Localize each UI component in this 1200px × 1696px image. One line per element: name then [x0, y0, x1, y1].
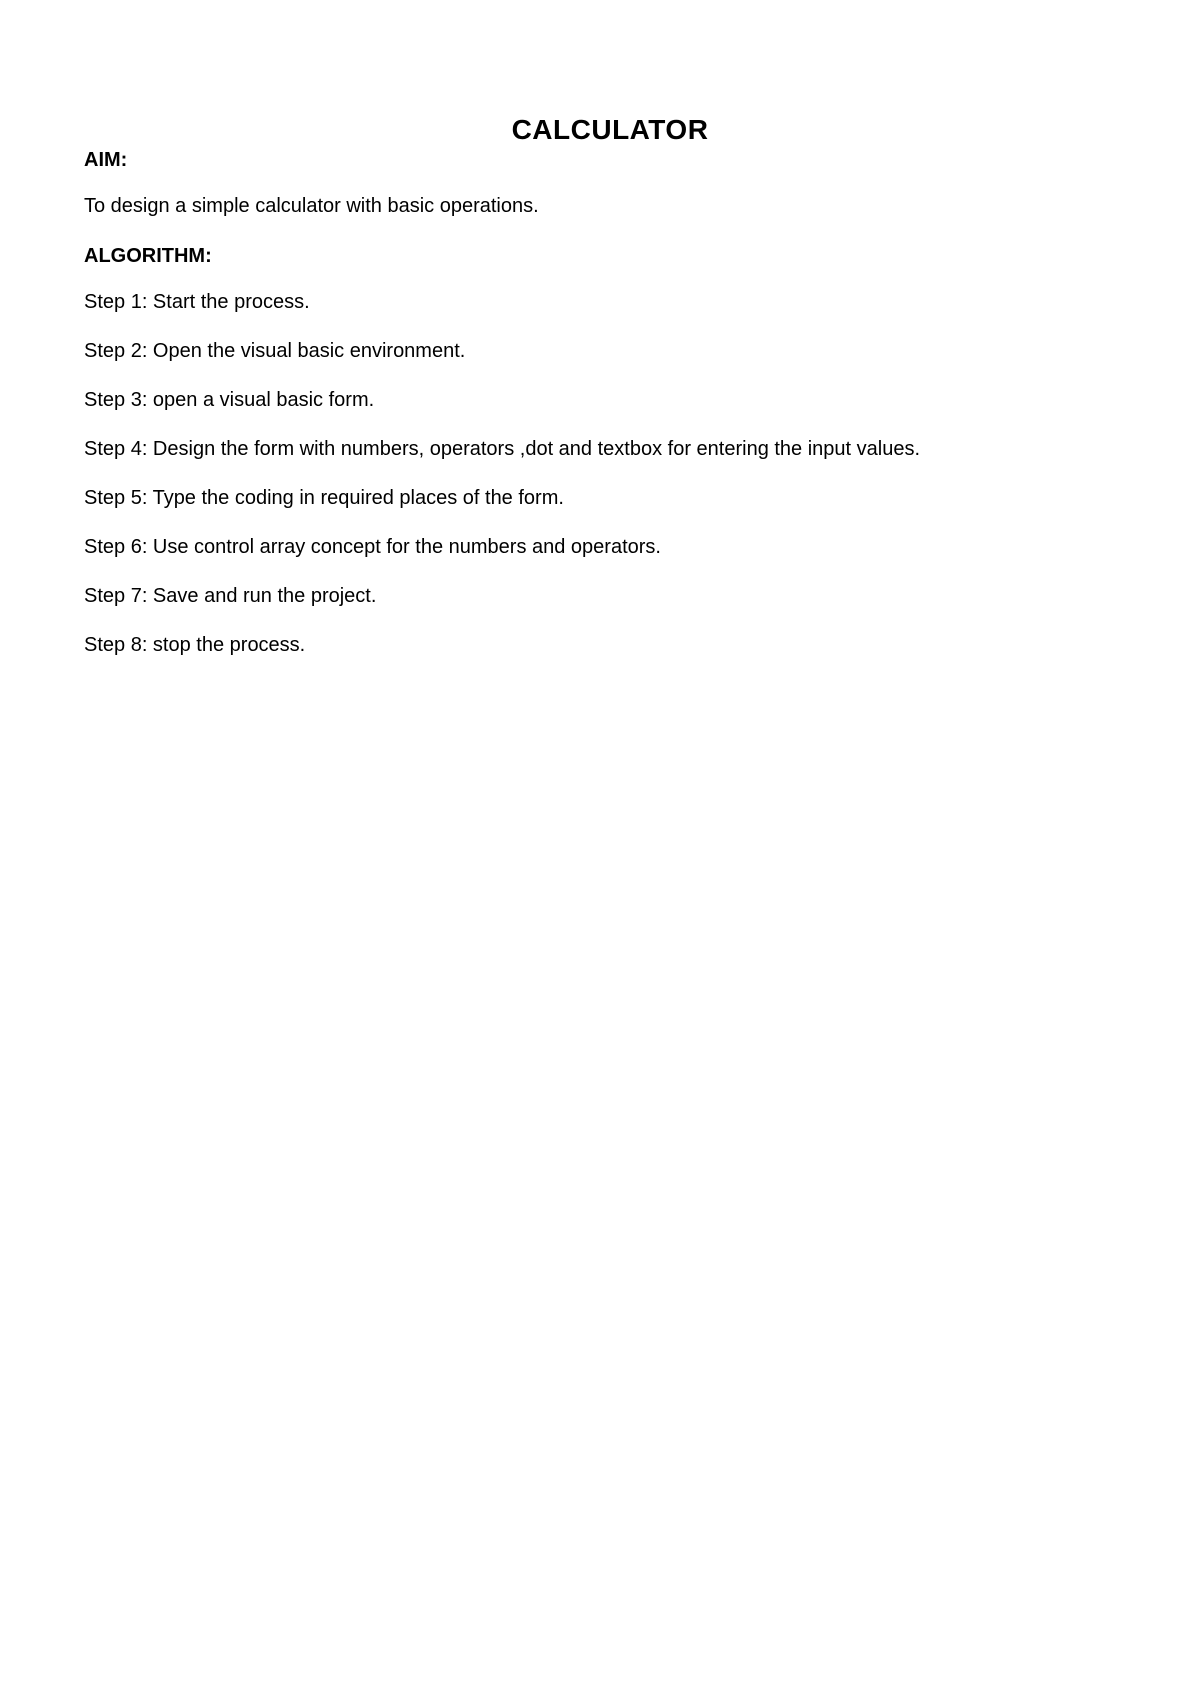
- algorithm-step: Step 2: Open the visual basic environment.: [84, 340, 466, 362]
- algorithm-step: Step 6: Use control array concept for the numbers and operators.: [84, 536, 661, 558]
- document-body: [84, 148, 1144, 682]
- algorithm-step: Step 5: Type the coding in required places of the form.: [84, 487, 564, 509]
- aim-text: To design a simple calculator with basic operations.: [84, 195, 539, 217]
- aim-heading: AIM:: [84, 149, 128, 171]
- algorithm-step: Step 4: Design the form with numbers, operators ,dot and textbox for entering the input values.: [84, 438, 921, 460]
- algorithm-step: Step 8: stop the process.: [84, 634, 306, 656]
- algorithm-heading: ALGORITHM:: [84, 245, 212, 267]
- algorithm-step: Step 3: open a visual basic form.: [84, 389, 375, 411]
- algorithm-steps-list: [84, 290, 1144, 657]
- algorithm-step: Step 1: Start the process.: [84, 291, 310, 313]
- page-title: CALCULATOR: [511, 114, 709, 145]
- algorithm-step: Step 7: Save and run the project.: [84, 585, 377, 607]
